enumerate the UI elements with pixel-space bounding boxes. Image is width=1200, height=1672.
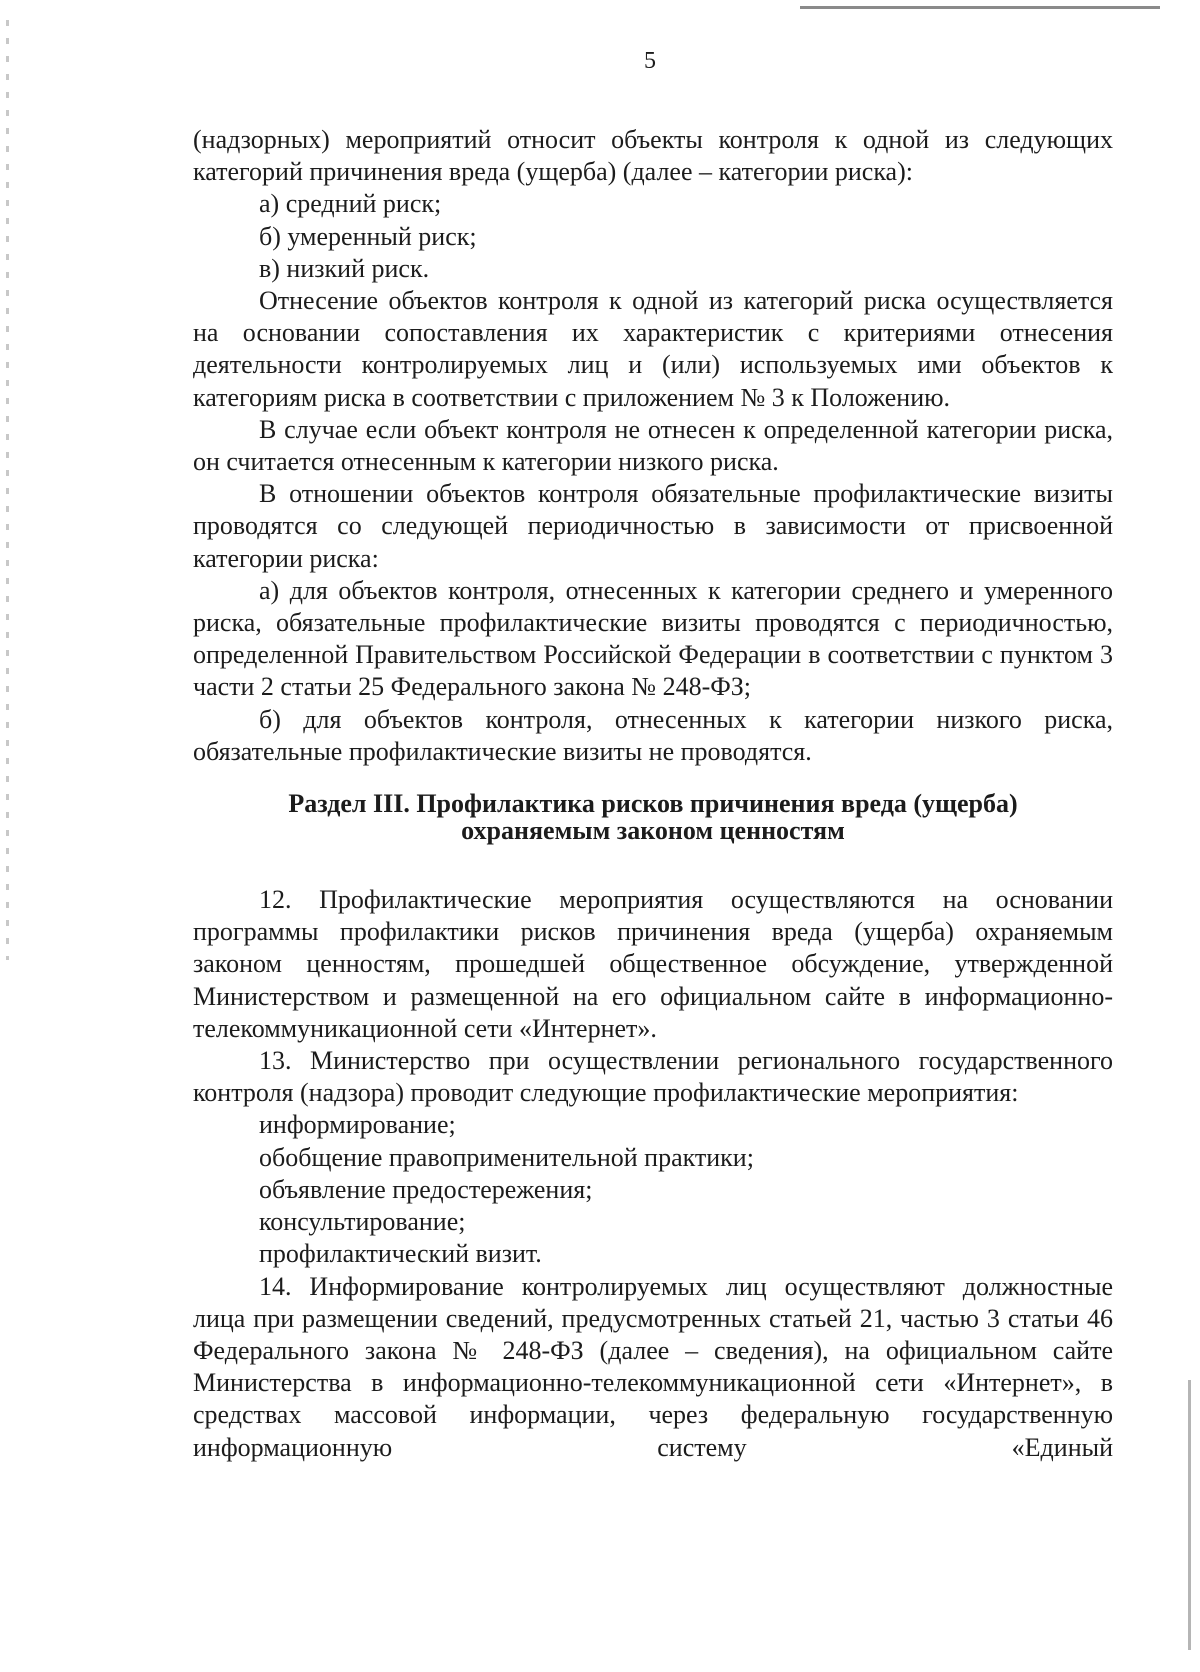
section-title-line-2: охраняемым законом ценностям (461, 816, 845, 846)
paragraph-14: 14. Информирование контролируемых лиц осуществляют должностные лица при размещении сведений, предусмотренных статьей 21, частью 3 статьи 46 Федерального закона № 248-ФЗ (далее – сведения), на официальном сайте Министерства в информационно-телекоммуникационной сети «Интернет», в средствах массовой информации, через федеральную государственную информационную систему «Единый (193, 1271, 1113, 1462)
paragraph-periodicity-low: б) для объектов контроля, отнесенных к категории низкого риска, обязательные профилактические визиты не проводятся. (193, 704, 1113, 766)
paragraph-12: 12. Профилактические мероприятия осуществляются на основании программы профилактики рисков причинения вреда (ущерба) охраняемым законом ценностям, прошедшей общественное обсуждение, утвержденной Министерством и размещенной на его официальном сайте в информационно-телекоммуникационной сети «Интернет». (193, 885, 1113, 1043)
list-item-risk-moderate: б) умеренный риск; (259, 221, 477, 251)
section-title-line-1: Раздел III. Профилактика рисков причинения вреда (ущерба) (288, 789, 1018, 819)
scan-artifact-left-edge (6, 20, 9, 960)
list-item-measure-warning: объявление предостережения; (259, 1174, 593, 1204)
paragraph-13: 13. Министерство при осуществлении регионального государственного контроля (надзора) проводит следующие профилактические мероприятия: (193, 1046, 1113, 1108)
list-item-measure-practice: обобщение правоприменительной практики; (259, 1142, 754, 1172)
list-item-measure-informing: информирование; (259, 1110, 456, 1140)
list-item-measure-visit: профилактический визит. (259, 1239, 542, 1269)
paragraph-risk-assignment: Отнесение объектов контроля к одной из категорий риска осуществляется на основании сопоставления их характеристик с критериями отнесения деятельности контролируемых лиц и (или) используемых ими объектов к категориям риска в соответствии с приложением № 3 к Положению. (193, 286, 1113, 412)
list-item-risk-low: в) низкий риск. (259, 253, 430, 283)
document-body (193, 124, 1113, 1464)
scan-artifact-right-edge (1188, 1380, 1191, 1650)
section-spacer (193, 844, 1113, 884)
paragraph-default-category: В случае если объект контроля не отнесен к определенной категории риска, он считается отнесенным к категории низкого риска. (193, 414, 1113, 477)
paragraph-visit-periodicity: В отношении объектов контроля обязательные профилактические визиты проводятся со следующей периодичностью в зависимости от присвоенной категории риска: (193, 479, 1113, 573)
section-title (193, 790, 1113, 844)
paragraph-periodicity-medium: а) для объектов контроля, отнесенных к категории среднего и умеренного риска, обязательные профилактические визиты проводятся с периодичностью, определенной Правительством Российской Федерации в соответствии с пунктом 3 части 2 статьи 25 Федерального закона № 248-ФЗ; (193, 575, 1113, 702)
list-item-risk-medium: а) средний риск; (259, 189, 442, 219)
scan-artifact-top-line (800, 6, 1160, 9)
list-item-measure-consulting: консультирование; (259, 1207, 466, 1237)
paragraph-continuation-line-2: категорий причинения вреда (ущерба) (далее – категории риска): (193, 157, 913, 187)
paragraph-continuation-line-1: (надзорных) мероприятий относит объекты контроля к одной из следующих (193, 125, 1113, 154)
page-number: 5 (644, 48, 656, 74)
